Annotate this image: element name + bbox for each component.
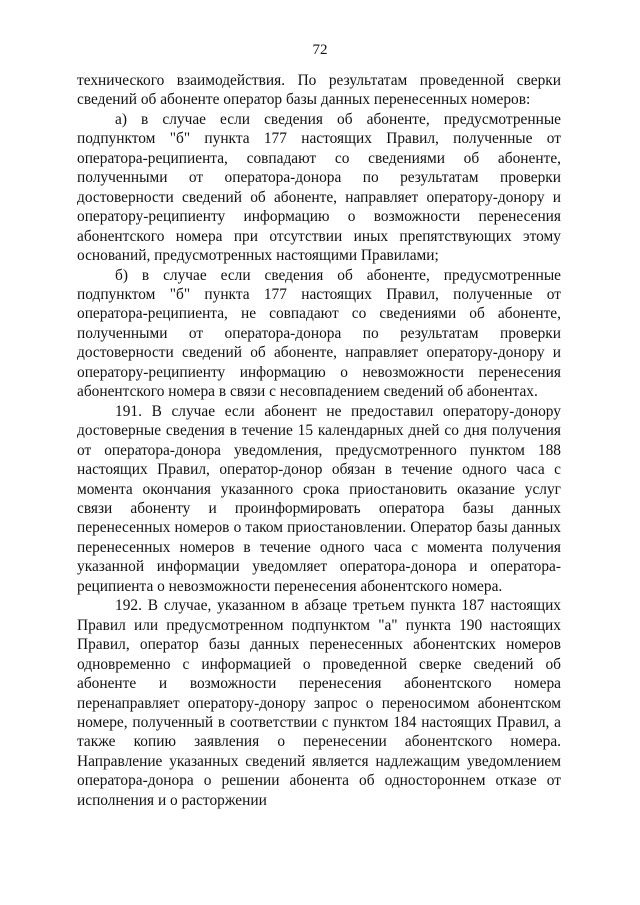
subparagraph-a: а) в случае если сведения об абоненте, предусмотренные подпунктом "б" пункта 177 настоящих Правил, полученные от оператора-реципиента, совпадают со сведениями об абоненте, полученными от оператора-донора по результатам проверки достоверности сведений об абоненте, направляет оператору-донору и оператору-реципиенту информацию о возможности перенесения абонентского номера при отсутствии иных препятствующих этому оснований, предусмотренных настоящими Правилами; bbox=[77, 110, 561, 265]
paragraph-continuation: технического взаимодействия. По результатам проведенной сверки сведений об абоненте оператор базы данных перенесенных номеров: bbox=[77, 72, 561, 109]
clause-191: 191. В случае если абонент не предоставил оператору-донору достоверные сведения в течение 15 календарных дней со дня получения от оператора-донора уведомления, предусмотренного пунктом 188 настоящих Правил, оператор-донор обязан в течение одного часа с момента окончания указанного срока приостановить оказание услуг связи абоненту и проинформировать оператора базы данных перенесенных номеров о таком приостановлении. Оператор базы данных перенесенных номеров в течение одного часа с момента получения указанной информации уведомляет оператора-донора и оператора-реципиента о невозможности перенесения абонентского номера. bbox=[77, 402, 561, 595]
clause-192: 192. В случае, указанном в абзаце третьем пункта 187 настоящих Правил или предусмотренном подпунктом "а" пункта 190 настоящих Правил, оператор базы данных перенесенных абонентских номеров одновременно с информацией о проведенной сверке сведений об абоненте и возможности перенесения абонентского номера перенаправляет оператору-донору запрос о переносимом абонентском номере, полученный в соответствии с пунктом 184 настоящих Правил, а также копию заявления о перенесении абонентского номера. Направление указанных сведений является надлежащим уведомлением оператора-донора о решении абонента об одностороннем отказе от исполнения и о расторжении bbox=[77, 597, 561, 809]
subparagraph-b: б) в случае если сведения об абоненте, предусмотренные подпунктом "б" пункта 177 настоящих Правил, полученные от оператора-реципиента, не совпадают со сведениями об абоненте, полученными от оператора-донора по результатам проверки достоверности сведений об абоненте, направляет оператору-донору и оператору-реципиенту информацию о невозможности перенесения абонентского номера в связи с несовпадением сведений об абонентах. bbox=[77, 266, 561, 401]
document-body bbox=[77, 71, 561, 810]
page-number: 72 bbox=[312, 42, 328, 58]
